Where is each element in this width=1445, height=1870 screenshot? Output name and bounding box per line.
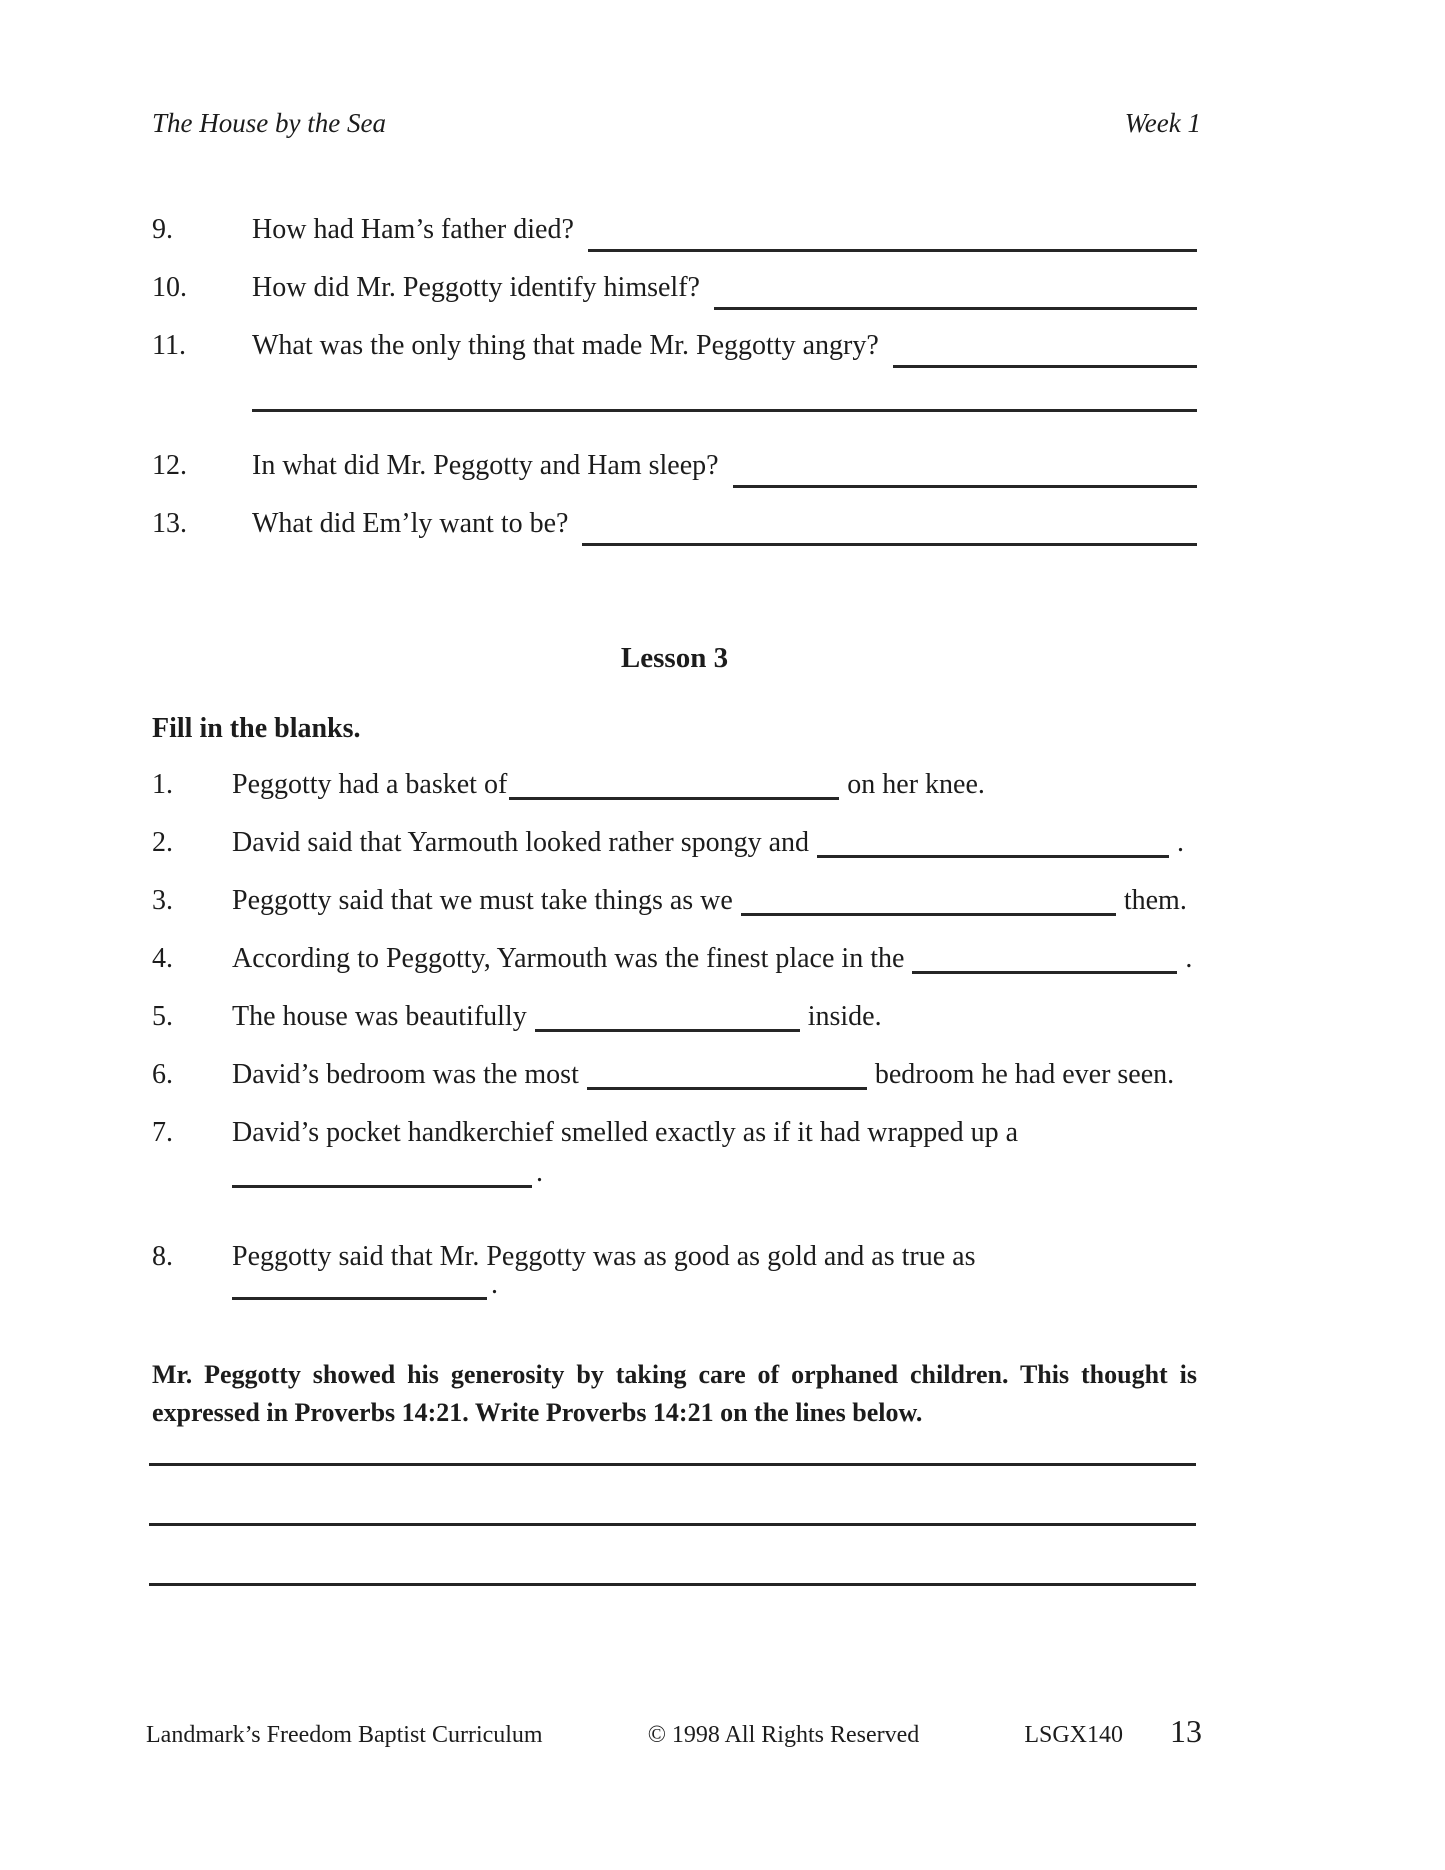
question-number: 12. xyxy=(152,450,187,481)
instruction-line-2: expressed in Proverbs 14:21. Write Proverbs 14:21 on the lines below. xyxy=(152,1398,923,1427)
instruction-line-1: Mr. Peggotty showed his generosity by taking care of orphaned children. This thought is xyxy=(152,1360,1197,1389)
question-row xyxy=(152,269,1197,309)
fill-item-row xyxy=(152,940,1197,978)
item-number: 4. xyxy=(152,943,173,974)
item-number: 2. xyxy=(152,827,173,858)
question-text: In what did Mr. Peggotty and Ham sleep? xyxy=(252,450,719,481)
question-text: How did Mr. Peggotty identify himself? xyxy=(252,272,700,303)
question-text: How had Ham’s father died? xyxy=(252,214,574,245)
item-number: 3. xyxy=(152,885,173,916)
answer-blank[interactable] xyxy=(893,327,1197,368)
question-text: What did Em’ly want to be? xyxy=(252,508,569,539)
item-text-post: . xyxy=(1177,827,1185,858)
question-number: 9. xyxy=(152,214,173,245)
item-text-post: . xyxy=(491,1269,498,1300)
item-number: 1. xyxy=(152,769,173,800)
footer-right-group xyxy=(1024,1713,1202,1750)
item-text-post: bedroom he had ever seen. xyxy=(874,1059,1175,1090)
item-text-pre: Peggotty said that Mr. Peggotty was as good as gold and as true as xyxy=(232,1241,976,1272)
answer-blank[interactable] xyxy=(232,1159,532,1188)
item-text-pre: Peggotty said that we must take things as we xyxy=(232,885,733,916)
book-title: The House by the Sea xyxy=(152,108,386,138)
answer-blank[interactable] xyxy=(535,1003,800,1032)
instruction-paragraph xyxy=(152,1356,1197,1432)
question-continuation-row xyxy=(152,371,1197,411)
number-spacer xyxy=(152,371,252,411)
week-label: Week 1 xyxy=(1124,108,1201,138)
fill-item-row xyxy=(152,766,1197,804)
answer-blank[interactable] xyxy=(252,371,1197,412)
page-number: 13 xyxy=(1170,1713,1202,1749)
question-number: 11. xyxy=(152,330,186,361)
answer-blank[interactable] xyxy=(733,447,1197,488)
item-text-post: . xyxy=(536,1157,543,1188)
question-text: What was the only thing that made Mr. Peggotty angry? xyxy=(252,330,879,361)
question-row xyxy=(152,327,1197,367)
item-text-pre: The house was beautifully xyxy=(232,1001,527,1032)
answer-blank[interactable] xyxy=(912,945,1177,974)
curriculum-code: LSGX140 xyxy=(1024,1722,1123,1748)
answer-blank[interactable] xyxy=(232,1271,487,1300)
question-number: 10. xyxy=(152,272,187,303)
item-text-post: . xyxy=(1185,943,1193,974)
answer-blank[interactable] xyxy=(509,771,839,800)
publisher-credit: Landmark’s Freedom Baptist Curriculum xyxy=(146,1722,543,1748)
item-number: 7. xyxy=(152,1117,173,1148)
item-text-pre: David said that Yarmouth looked rather spongy and xyxy=(232,827,810,858)
page-header xyxy=(152,108,1201,139)
question-row xyxy=(152,505,1197,545)
fill-item-row xyxy=(152,882,1197,920)
item-number: 5. xyxy=(152,1001,173,1032)
answer-blank[interactable] xyxy=(587,1061,867,1090)
fill-item-row xyxy=(152,1114,1197,1152)
item-text-post: them. xyxy=(1123,885,1187,916)
answer-blank[interactable] xyxy=(588,211,1197,252)
question-row xyxy=(152,211,1197,251)
fill-item-row xyxy=(152,1056,1197,1094)
writing-line[interactable] xyxy=(149,1523,1196,1526)
item-text-post: inside. xyxy=(807,1001,882,1032)
writing-line[interactable] xyxy=(149,1463,1196,1466)
answer-blank[interactable] xyxy=(582,505,1197,546)
fill-item-row xyxy=(152,998,1197,1036)
answer-blank[interactable] xyxy=(714,269,1197,310)
writing-line[interactable] xyxy=(149,1583,1196,1586)
copyright-notice: © 1998 All Rights Reserved xyxy=(647,1722,920,1748)
item-text-pre: Peggotty had a basket of xyxy=(232,769,508,800)
section-label: Fill in the blanks. xyxy=(152,713,361,744)
answer-blank[interactable] xyxy=(817,829,1169,858)
question-number: 13. xyxy=(152,508,187,539)
item-text-post: on her knee. xyxy=(847,769,985,800)
item-text-pre: David’s pocket handkerchief smelled exactly as if it had wrapped up a xyxy=(232,1117,1019,1148)
fill-item-blank-row xyxy=(152,1266,1197,1304)
fill-item-row xyxy=(152,824,1197,862)
fill-item-blank-row xyxy=(152,1154,1197,1192)
item-number: 6. xyxy=(152,1059,173,1090)
item-number: 8. xyxy=(152,1241,173,1272)
lesson-heading: Lesson 3 xyxy=(620,642,729,674)
answer-blank[interactable] xyxy=(741,887,1116,916)
item-text-pre: According to Peggotty, Yarmouth was the finest place in the xyxy=(232,943,905,974)
page-footer xyxy=(146,1713,1202,1750)
item-text-pre: David’s bedroom was the most xyxy=(232,1059,579,1090)
question-row xyxy=(152,447,1197,487)
